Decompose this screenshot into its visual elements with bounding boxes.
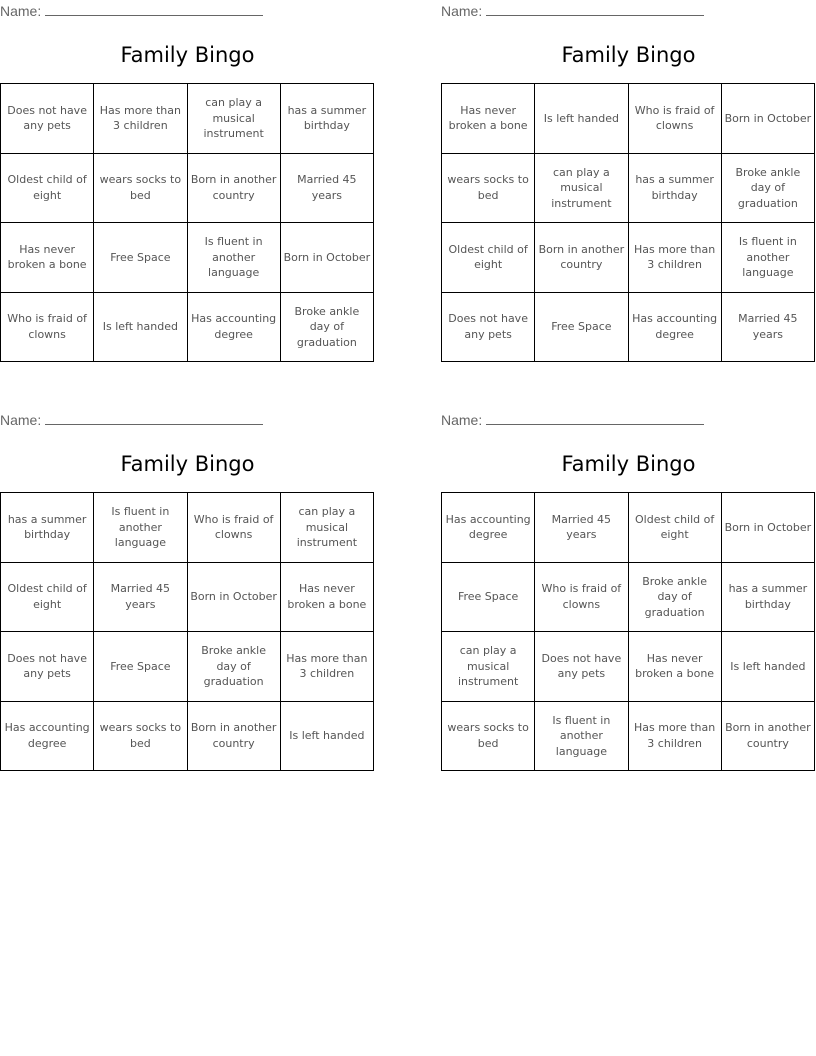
bingo-cell: Has never broken a bone (1, 223, 94, 293)
name-blank-line (486, 411, 704, 425)
bingo-cell: Has more than 3 children (94, 84, 187, 154)
bingo-grid (441, 492, 815, 771)
bingo-cell: Who is fraid of clowns (188, 493, 281, 563)
bingo-cell: Is left handed (535, 84, 628, 154)
name-label: Name: (441, 412, 483, 428)
bingo-cell: has a summer birthday (629, 154, 722, 224)
bingo-grid (0, 492, 374, 771)
bingo-cell: Has accounting degree (188, 293, 281, 363)
bingo-cell: Broke ankle day of graduation (722, 154, 815, 224)
bingo-cell: can play a musical instrument (535, 154, 628, 224)
bingo-cell: Does not have any pets (535, 632, 628, 702)
bingo-cell: Is fluent in another language (722, 223, 815, 293)
bingo-cell: Does not have any pets (442, 293, 535, 363)
bingo-card (441, 0, 816, 380)
bingo-cell: Has more than 3 children (629, 702, 722, 772)
bingo-grid (441, 83, 815, 362)
bingo-cell: Has never broken a bone (442, 84, 535, 154)
bingo-cell: Is left handed (281, 702, 374, 772)
bingo-cell: Born in another country (188, 154, 281, 224)
bingo-cell: Who is fraid of clowns (629, 84, 722, 154)
bingo-cell: Born in another country (535, 223, 628, 293)
bingo-cell: Free Space (94, 223, 187, 293)
bingo-cell: Oldest child of eight (1, 154, 94, 224)
name-blank-line (486, 2, 704, 16)
bingo-cell: wears socks to bed (94, 702, 187, 772)
bingo-cell: Married 45 years (535, 493, 628, 563)
name-line (0, 2, 263, 20)
card-title: Family Bingo (561, 452, 696, 476)
name-line (0, 411, 263, 429)
name-blank-line (45, 2, 263, 16)
bingo-cell: can play a musical instrument (188, 84, 281, 154)
bingo-cell: wears socks to bed (94, 154, 187, 224)
bingo-cell: Has more than 3 children (281, 632, 374, 702)
name-label: Name: (441, 3, 483, 19)
name-blank-line (45, 411, 263, 425)
bingo-cell: Has accounting degree (442, 493, 535, 563)
bingo-cell: Free Space (94, 632, 187, 702)
bingo-cell: Married 45 years (722, 293, 815, 363)
bingo-cell: Is left handed (722, 632, 815, 702)
bingo-cell: Married 45 years (94, 563, 187, 633)
bingo-cell: has a summer birthday (722, 563, 815, 633)
bingo-cell: has a summer birthday (281, 84, 374, 154)
card-title: Family Bingo (120, 43, 255, 67)
bingo-cell: Oldest child of eight (629, 493, 722, 563)
bingo-cell: Born in October (722, 493, 815, 563)
bingo-cell: Has accounting degree (629, 293, 722, 363)
bingo-cell: Born in another country (722, 702, 815, 772)
name-line (441, 2, 704, 20)
bingo-cell: Who is fraid of clowns (535, 563, 628, 633)
bingo-cell: Born in October (188, 563, 281, 633)
bingo-cell: Does not have any pets (1, 84, 94, 154)
card-title: Family Bingo (561, 43, 696, 67)
bingo-cell: Does not have any pets (1, 632, 94, 702)
bingo-cell: Born in October (722, 84, 815, 154)
bingo-cell: wears socks to bed (442, 702, 535, 772)
bingo-cell: Free Space (535, 293, 628, 363)
bingo-card (0, 0, 376, 380)
bingo-cell: Is fluent in another language (535, 702, 628, 772)
bingo-cell: Born in October (281, 223, 374, 293)
bingo-grid (0, 83, 374, 362)
name-label: Name: (0, 3, 42, 19)
bingo-cell: Is left handed (94, 293, 187, 363)
bingo-cell: Has never broken a bone (281, 563, 374, 633)
bingo-cell: Has more than 3 children (629, 223, 722, 293)
bingo-cell: Free Space (442, 563, 535, 633)
bingo-cell: Broke ankle day of graduation (281, 293, 374, 363)
bingo-cell: Has never broken a bone (629, 632, 722, 702)
bingo-cell: Oldest child of eight (1, 563, 94, 633)
name-line (441, 411, 704, 429)
bingo-cell: Broke ankle day of graduation (188, 632, 281, 702)
bingo-cell: Married 45 years (281, 154, 374, 224)
name-label: Name: (0, 412, 42, 428)
bingo-cell: can play a musical instrument (281, 493, 374, 563)
bingo-cell: Who is fraid of clowns (1, 293, 94, 363)
bingo-cell: Born in another country (188, 702, 281, 772)
bingo-cell: Broke ankle day of graduation (629, 563, 722, 633)
bingo-card (0, 409, 376, 789)
bingo-cell: wears socks to bed (442, 154, 535, 224)
card-title: Family Bingo (120, 452, 255, 476)
bingo-cell: can play a musical instrument (442, 632, 535, 702)
bingo-card (441, 409, 816, 789)
bingo-cell: Is fluent in another language (188, 223, 281, 293)
bingo-cell: Oldest child of eight (442, 223, 535, 293)
bingo-cell: has a summer birthday (1, 493, 94, 563)
bingo-cell: Is fluent in another language (94, 493, 187, 563)
bingo-cell: Has accounting degree (1, 702, 94, 772)
